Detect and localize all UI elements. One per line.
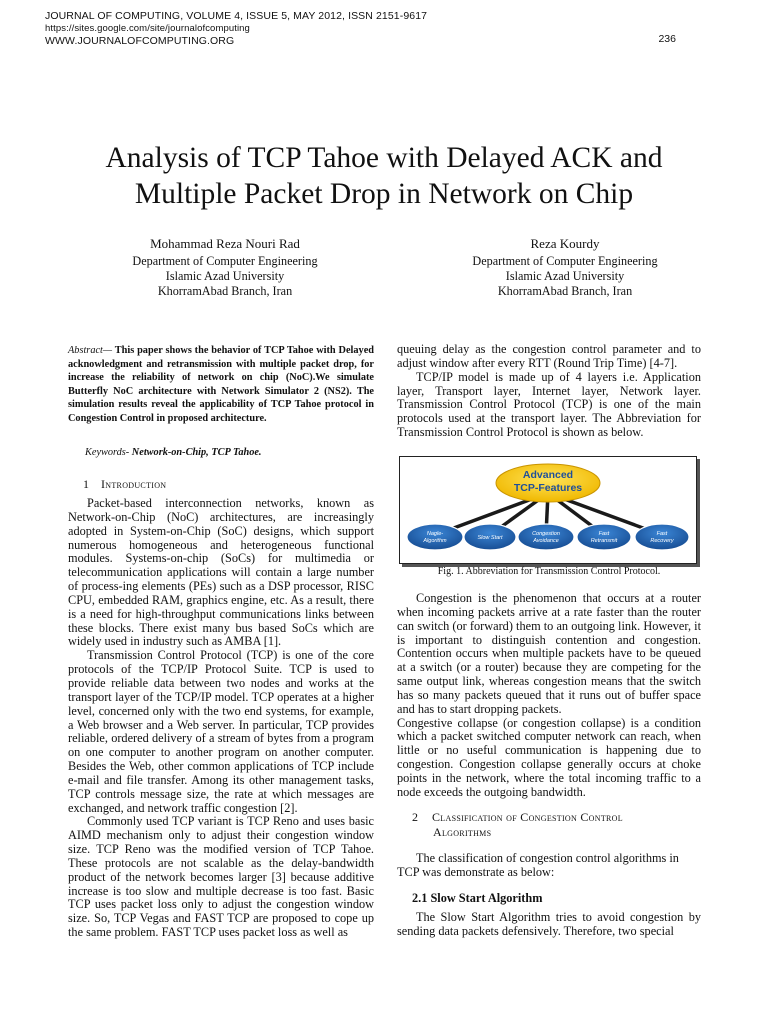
- title-line-2: Multiple Packet Drop in Network on Chip: [134, 178, 634, 210]
- abstract-text: This paper shows the behavior of TCP Tahoe with Delayed acknowledgment and retransmission with multiple packet drop, for increase the reliability of network on chip (NoC).We simulate Butterfly NoC architecture with Network Simulator 2 (NS2). The simulation results reveal the applicability of TCP Tahoe protocol in Congestion Control in proposed architecture.: [68, 345, 374, 424]
- svg-text:Congestion: Congestion: [532, 531, 560, 537]
- paragraph: The Slow Start Algorithm tries to avoid congestion by sending data packets defensively. Therefore, two special: [397, 910, 701, 938]
- root-label: Advanced: [522, 469, 574, 481]
- section-1-body: [68, 497, 374, 940]
- author-block-1: [100, 236, 350, 299]
- author-branch: KhorramAbad Branch, Iran: [497, 284, 633, 298]
- svg-text:Slow Start: Slow Start: [477, 535, 503, 541]
- svg-text:Algorithm: Algorithm: [423, 538, 447, 544]
- subsection-2-1-heading: 2.1 Slow Start Algorithm: [412, 891, 543, 905]
- keywords-label: Keywords-: [85, 447, 130, 458]
- svg-text:Retransmit: Retransmit: [590, 538, 618, 544]
- figure-1: [399, 456, 697, 564]
- author-dept: Department of Computer Engineering: [132, 254, 318, 268]
- paragraph: Commonly used TCP variant is TCP Reno and uses basic AIMD mechanism only to adjust their congestion window size. TCP Reno was the modified version of TCP Tahoe. These protocols are not scalable as the delay-bandwidth product of the network becomes larger [3] because additive increase is too slow and multiple decrease is too fast. Basic TCP uses packet loss only to adjust the congestion window size. So, TCP Vegas and FAST TCP are proposed to cope up the same problem. FAST TCP uses packet loss as well as: [68, 814, 374, 940]
- section-2-body: [397, 852, 701, 880]
- journal-url[interactable]: https://sites.google.com/site/journalofcomputing: [45, 22, 250, 34]
- section-title: Introduction: [101, 477, 167, 491]
- paragraph: TCP/IP model is made up of 4 layers i.e. Application layer, Transport layer, Internet layer, Network layer. Transmission Control Protocol (TCP) is one of the main protocols used at the transport layer. The Abbreviation for Transmission Control Protocol is shown as below.: [397, 369, 701, 440]
- svg-text:Fast: Fast: [656, 531, 668, 537]
- keywords: [85, 446, 375, 460]
- feature-node-fast-retransmit: [577, 524, 631, 550]
- abstract: [68, 344, 374, 426]
- title-line-1: Analysis of TCP Tahoe with Delayed ACK and: [105, 142, 663, 174]
- paragraph: Congestive collapse (or congestion collapse) is a condition which a packet switched computer network can reach, when little or no useful communication is happening due to congestion. Congestion collapse generally occurs at choke points in the network, where the total incoming traffic to a node exceeds the outgoing bandwidth.: [397, 715, 701, 799]
- right-column-top: [397, 343, 701, 440]
- paragraph: Transmission Control Protocol (TCP) is one of the core protocols of the TCP/IP Protocol Suite. TCP is used to provide reliable data between two nodes and works at the transport layer of the TCP/IP model. TCP operates at a higher level, concerned only with the two end systems, for example, a Web browser and a Web server. In particular, TCP provides reliable, ordered delivery of a stream of bytes from a program on one computer to another program on another computer. Besides the Web, other common applications of TCP include e-mail and file transfer. Among its other management tasks, TCP controls message size, the rate at which messages are exchanged, and network traffic congestion [2].: [68, 648, 374, 815]
- journal-site[interactable]: WWW.JOURNALOFCOMPUTING.ORG: [45, 35, 235, 47]
- paper-title: [0, 140, 768, 212]
- section-number: 2: [412, 810, 418, 824]
- paragraph: The classification of congestion control algorithms in TCP was demonstrate as below:: [397, 851, 679, 879]
- author-name: Mohammad Reza Nouri Rad: [150, 236, 300, 251]
- feature-node-slow-start: [464, 524, 516, 550]
- svg-text:Fast: Fast: [598, 531, 610, 537]
- root-label: TCP-Features: [513, 482, 583, 494]
- section-2-heading: [412, 810, 712, 840]
- feature-node-fast-recovery: [635, 524, 689, 550]
- svg-text:Recovery: Recovery: [650, 538, 674, 544]
- running-header: [45, 10, 427, 48]
- keywords-text: Network-on-Chip, TCP Tahoe.: [129, 447, 262, 458]
- right-column-middle: [397, 592, 701, 800]
- journal-line: JOURNAL OF COMPUTING, VOLUME 4, ISSUE 5, MAY 2012, ISSN 2151-9617: [45, 10, 428, 22]
- tcp-features-diagram: [400, 457, 696, 563]
- author-name: Reza Kourdy: [530, 236, 600, 251]
- paragraph: Packet-based interconnection networks, known as Network-on-Chip (NoC) architectures, are increasingly adopted in System-on-Chip (SoC) designs, which support numerous homogeneous and heterogeneous functional modules. Systems-on-chip (SoCs) for multimedia or telecommunication applications will contain a large number of process-ing elements (PEs) such as a DSP processor, RISC CPU, embedded RAM, graphics engine, etc. As a result, there is a need for high-throughput communications links between these blocks. There exist many bus based SoCs which are widely used in industry such as AMBA [1].: [68, 496, 374, 649]
- author-university: Islamic Azad University: [165, 269, 285, 283]
- paragraph: Congestion is the phenomenon that occurs at a router when incoming packets arrive at a rate faster than the router can switch (or forward) them to an outgoing link. However, it is important to distinguish contention and congestion. Contention occurs when multiple packets have to be queued at a switch (or a router) because they are competing for the same output link, whereas congestion means that the switch has so many packets queued that it runs out of buffer space and has to start dropping packets.: [397, 591, 701, 716]
- svg-text:Avoidance: Avoidance: [533, 538, 559, 544]
- section-title-line-2: Algorithms: [433, 825, 492, 839]
- paragraph: queuing delay as the congestion control parameter and to adjust window after every RTT (Round Trip Time) [4-7].: [397, 342, 701, 370]
- author-block-2: [440, 236, 690, 299]
- subsection-2-1-body: [397, 911, 701, 939]
- figure-caption: Fig. 1. Abbreviation for Transmission Control Protocol.: [437, 566, 661, 577]
- section-title-line-1: Classification of Congestion Control: [432, 810, 623, 824]
- author-branch: KhorramAbad Branch, Iran: [157, 284, 293, 298]
- section-1-heading: [68, 478, 374, 492]
- feature-node-nagle: [407, 524, 463, 550]
- svg-text:Nagle-: Nagle-: [426, 531, 444, 537]
- page-number: 236: [658, 33, 676, 45]
- section-number: 1: [83, 477, 89, 491]
- author-university: Islamic Azad University: [505, 269, 625, 283]
- abstract-label: Abstract—: [68, 345, 113, 356]
- feature-node-congestion-avoidance: [518, 524, 574, 550]
- author-dept: Department of Computer Engineering: [472, 254, 658, 268]
